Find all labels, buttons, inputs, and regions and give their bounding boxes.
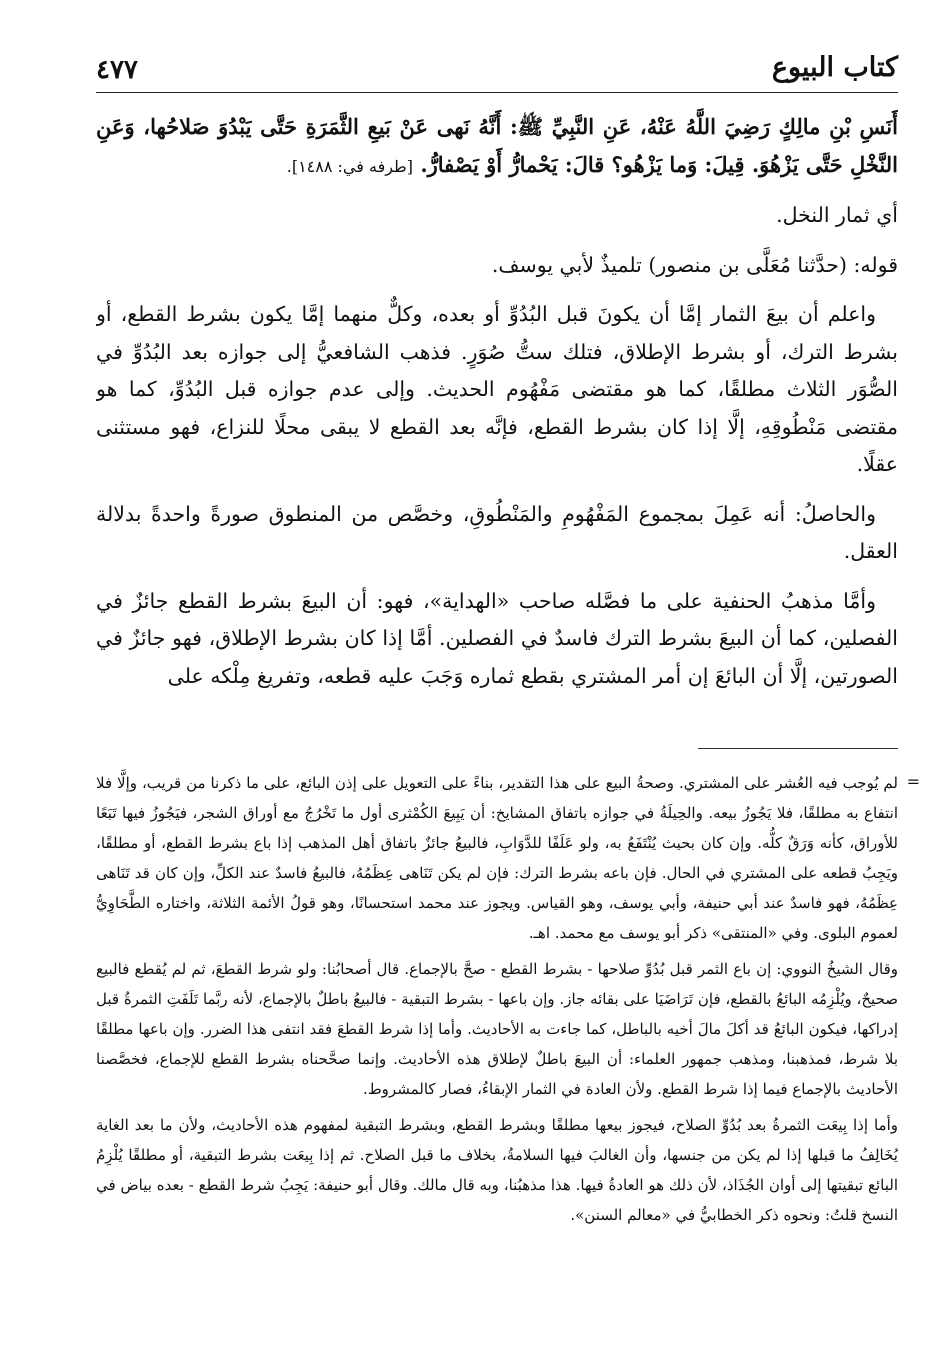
commentary-quote: قوله: (حدَّثنا مُعَلَّى بن منصور) تلميذٌ لأبي يوسف. [491, 252, 898, 277]
commentary-paragraph: وأمَّا مذهبُ الحنفية على ما فصَّله صاحب «الهداية»، فهو: أن البيعَ بشرط القطع جائزٌ في الفصلين، كما أن البيعَ بشرط الترك فاسدٌ في الفصلين. أمَّا إذا كان بشرط الإطلاق، فهو جائزٌ في الصورتين، إلَّا أن البائعَ إن أمر المشتري بقطع ثماره وَجَبَ عليه قطعه، وتفريغ مِلْكه على [96, 588, 898, 688]
book-page [96, 48, 920, 1338]
running-title: كتاب البيوع [771, 52, 898, 83]
hadith-text [96, 108, 898, 185]
hadith-body: أَنَسِ بْنِ مالِكٍ رَضِيَ اللَّهُ عَنْهُ، عَنِ النَّبِيِّ ﷺ: أَنَّهُ نَهى عَنْ بَيعِ الثَّمَرَةِ حَتَّى يَبْدُوَ صَلاحُها، وَعَنِ النَّخْلِ حَتَّى يَزْهُوَ. قِيلَ: وَما يَزْهُو؟ قالَ: يَحْمارُّ أَوْ يَصْفارُّ. [96, 114, 898, 177]
commentary-line: أي ثمار النخل. [776, 203, 898, 227]
footnote-paragraph: لم يُوجب فيه العُشر على المشتري. وصحةُ البيع على هذا التقدير، بناءً على التعويل على إذن البائع، على ما ذكرنا من قريب، وإلَّا فلا انتفاع به مطلقًا، فلا يَجُوزُ بيعه. والحِيلَةُ في جوازه باتفاق المشايخ: أن يَبِيعَ الكُمْثرى أول ما تَخْرُجُ مع أوراق الشجر، فيَجُوزُ فيها تَبَعًا للأوراق، كأنه وَرَقٌ كلُّه. وإن كان بحيث يُنْتَفَعُ به، ولو عَلَفًا للدَّوَابِ، فالبيعُ جائزٌ باتفاق أهل المذهب إذا باع بشرط القطع، أو مطلقًا، ويَجِبُ قطعه على المشتري في الحال. فإن باعه بشرط الترك: فإن لم يكن تَنَاهى عِظَمُهُ، فالبيعُ فاسدٌ عند الكلِّ، وإن كان قد تَنَاهى عِظَمُهُ، فهو فاسدٌ عند أبي حنيفة، وأبي يوسف، وهو القياس. ويجوز عند محمد استحسانًا، وهو قولُ الأئمة الثلاثة، واختاره الطَّحَاوِيُّ لعموم البلوى. وفي «المنتقى» ذكر أبو يوسف مع محمد. اهـ. [96, 774, 898, 942]
footnote-paragraph: وقال الشيخُ النووي: إن باع الثمر قبل بُدُوِّ صلاحها - بشرط القطع - صحَّ بالإجماع. قال أصحابُنا: ولو شرط القطعَ، ثم لم يُقطع فالبيع صحيحٌ، ويُلْزِمُه البائعُ بالقطع، فإن تَرَاضَيَا على بقائه جاز. وإن باعها - بشرط التبقية - فالبيعُ باطلٌ بالإجماع، لأنه ربَّما تَلَفَتِ الثمرةُ قبل إدراكها، فيكون البائعُ قد أكلَ مالَ أخيه بالباطل، كما جاءت به الأحاديث. وأما إذا شرط القطعَ فقد انتفى هذا الضرر. وإن باعها مطلقًا بلا شرط، فمذهبنا، ومذهب جمهور العلماء: أن البيعَ باطلٌ لإطلاق هذه الأحاديث. وإنما صحَّحناه بشرط القطع للإجماع، فخصَّصنا الأحاديث بالإجماع فيما إذا شرط القطع. ولأن العادة في الثمار الإبقاءُ، فصار كالمشروط. [96, 960, 898, 1098]
commentary-paragraph: واعلم أن بيعَ الثمار إمَّا أن يكونَ قبل البُدُوِّ أو بعده، وكلٌّ منهما إمَّا يكون بشرط القطع، أو بشرط الترك، أو بشرط الإطلاق، فتلك ستُّ صُوَرٍ. فذهب الشافعيُّ إلى جوازه بعد البُدُوِّ في الصُّوَر الثلاث مطلقًا، كما هو مقتضى مَفْهُوم الحديث. وإلى عدم جوازه قبل البُدُوِّ، كما هو مقتضى مَنْطُوقِهِ، إلَّا إذا كان بشرط القطع، فإنَّه بعد القطع لا يبقى محلًا للنزاع، فهو مستثنى عقلًا. [96, 302, 898, 476]
hadith-reference: [طرفه في: ١٤٨٨]. [286, 156, 414, 176]
page-header [96, 48, 898, 93]
footnote-paragraph: وأما إذا بِيعَت الثمرةُ بعد بُدُوِّ الصلاح، فيجوز بيعها مطلقًا وبشرط القطع، وبشرط التبقية لمفهوم هذه الأحاديث، ولأن ما بعد الغاية يُخَالِفُ ما قبلها إذا لم يكن من جنسها، وأن الغالبَ فيها السلامةُ، بخلاف ما قبل الصلاح. ثم إذا بِيعَت بشرط التبقية، أو مطلقًا يُلْزِمُ البائع تبقيتها إلى أوان الجُذَاذ، لأن ذلك هو العادةُ فيها. هذا مذهبُنا، وبه قال مالك. وقال أبو حنيفة: يَجِبُ شرط القطع - بعده بياض في النسخ قلتُ: ونحوه ذكر الخطابيُّ في «معالم السنن». [96, 1116, 898, 1224]
commentary-paragraph: والحاصلُ: أنه عَمِلَ بمجموع المَفْهُومِ والمَنْطُوقِ، وخصَّص من المنطوق صورةً واحدةً بدلالة العقل. [96, 501, 898, 563]
footnotes [96, 768, 898, 1328]
footnote-separator [698, 748, 898, 749]
footnote-continuation-mark: = [906, 772, 920, 791]
page-number: ٤٧٧ [96, 55, 138, 85]
main-text [96, 108, 898, 733]
